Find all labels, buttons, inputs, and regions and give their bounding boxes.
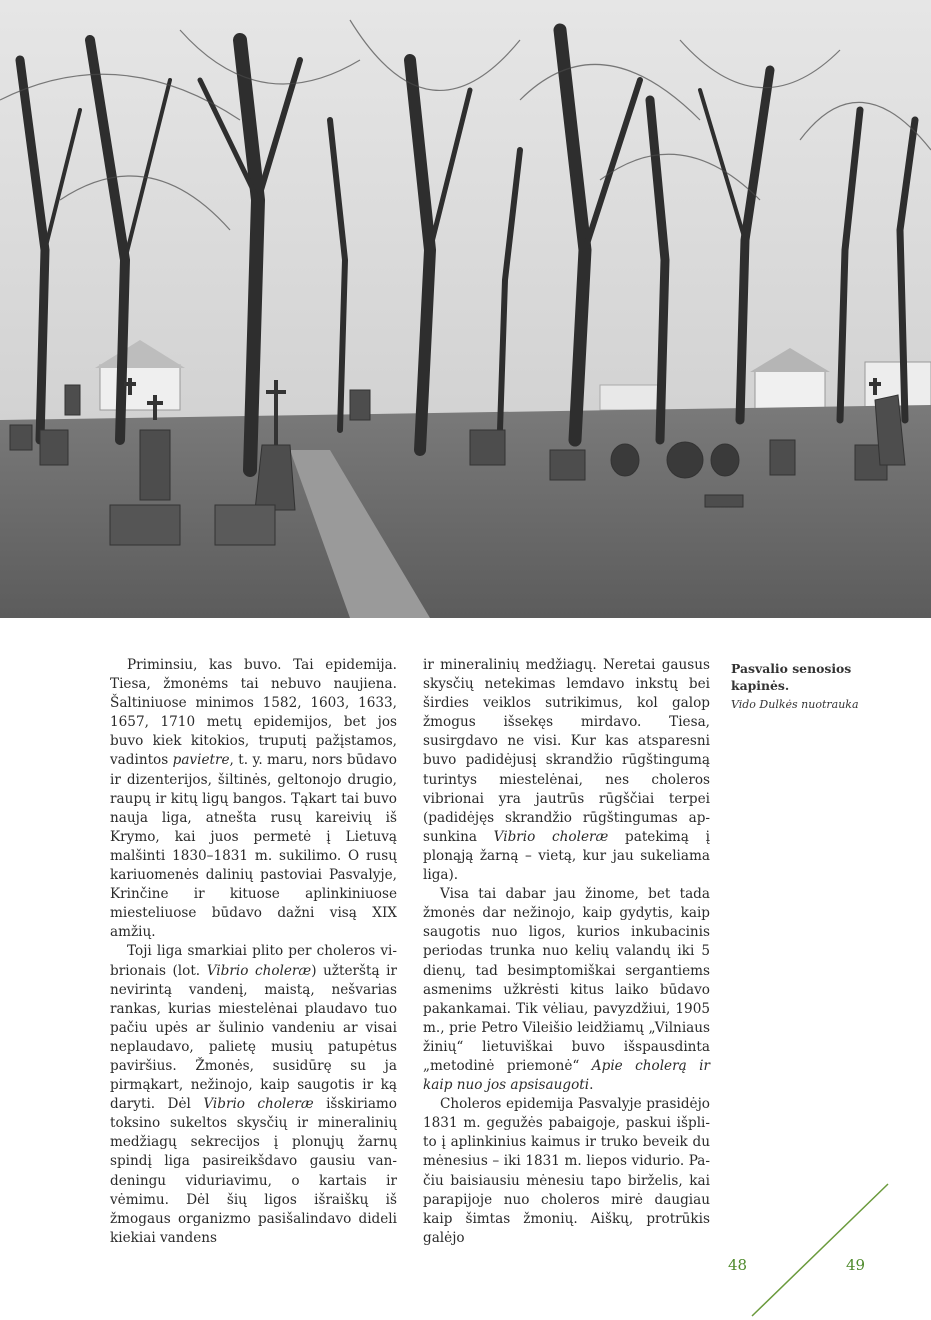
text-column-right xyxy=(423,656,710,1248)
photo-credit: Vido Dulkės nuotrauka xyxy=(731,698,859,711)
caption-title: Pasvalio senosios kapinės. xyxy=(731,661,852,693)
photo-caption xyxy=(731,660,871,713)
decorative-diagonal-line xyxy=(740,1180,900,1320)
paragraph: Visa tai dabar jau žinome, bet tada žmonės dar nežinojo, kaip gydytis, kaip saugotis nuo ligos, kurios inkubacinis periodas trunka nuo kelių valandų iki 5 dienų, tad besimptomiškai sergantiems asmenims užkrėsti kitus laiko būdavo pakankamai. Tik vėliau, pavyzdžiui, 1905 m., prie Petro Vileišio leidžiamų „Vilniaus žinių“ lietuviškai buvo išspausdinta „metodinė priemonė“ Apie cholerą ir kaip nuo jos apsisaugoti. xyxy=(423,886,710,1094)
cemetery-photo-illustration xyxy=(0,0,931,618)
paragraph: Choleros epidemija Pasvalyje prasidėjo 1831 m. gegužės pabaigoje, paskui išplito į aplinkinius kaimus ir truko beveik du mėnesius – iki 1831 m. liepos vidurio. Pačiu baisiausiu mėnesiu tapo birželis, kai parapijoje nuo choleros mirė daugiau kaip šimtas žmonių. Aiškų, protrūkis galėjo xyxy=(423,1096,710,1246)
paragraph: Priminsiu, kas buvo. Tai epidemija. Tiesa, žmonėms tai nebuvo naujiena. Šaltiniuose minimos 1582, 1603, 1633, 1657, 1710 metų epidemijos, bet jos buvo kiek kitokios, truputį pažįstamos, vadintos pavietre, t. y. maru, nors būdavo ir dizenterijos, šiltinės, geltonojo drugio, raupų ir kitų ligų bangos. Tąkart tai buvo nauja liga, atnešta rusų kareivių iš Krymo, kai juos permetė į Lietuvą malšinti 1830–1831 m. sukilimo. O rusų kariuomenės dalinių pastoviai Pasvalyje, Krinčine ir kituose aplinkiniuose miesteliuose būdavo dažni visą XIX amžių. xyxy=(110,657,397,941)
page-number-right: 49 xyxy=(846,1256,866,1274)
text-column-left xyxy=(110,656,397,1248)
page-number-left: 48 xyxy=(728,1256,748,1274)
paragraph: Toji liga smarkiai plito per choleros vibrionais (lot. Vibrio choleræ) užterštą ir nevirintą vandenį, maistą, nešvarias rankas, kurias miestelėnai plaudavo tuo pačiu upės ar šulinio vandeniu ar visai neplaudavo, palietę musių patupėtus paviršius. Žmonės, susidūrę su ja pirmąkart, nežinojo, kaip saugotis ir ką daryti. Dėl Vibrio choleræ išskiriamo toksino sukeltos skysčių ir mineralinių medžiagų sekrecijos į plonųjų žarnų spindį liga pasireikšdavo gausiu vandeningu viduriavimu, o kartais ir vėmimu. Dėl šių ligos išraiškų iš žmogaus organizmo pasišalindavo dideli kiekiai vandens xyxy=(110,943,397,1246)
paragraph: ir mineralinių medžiagų. Neretai gausus skysčių netekimas lemdavo inkstų bei širdies veiklos sutrikimus, kol galop žmogus išsekęs mirdavo. Tiesa, susirgdavo ne visi. Kur kas atsparesni buvo padidėjusį skrandžio rūgštingumą turintys miestelėnai, nes choleros vibrionai yra jautrūs rūgščiai terpei (padidėjęs skrandžio rūgštingumas apsunkina Vibrio choleræ patekimą į plonąją žarną – vietą, kur jau sukeliama liga). xyxy=(423,657,710,884)
cemetery-photo xyxy=(0,0,931,618)
